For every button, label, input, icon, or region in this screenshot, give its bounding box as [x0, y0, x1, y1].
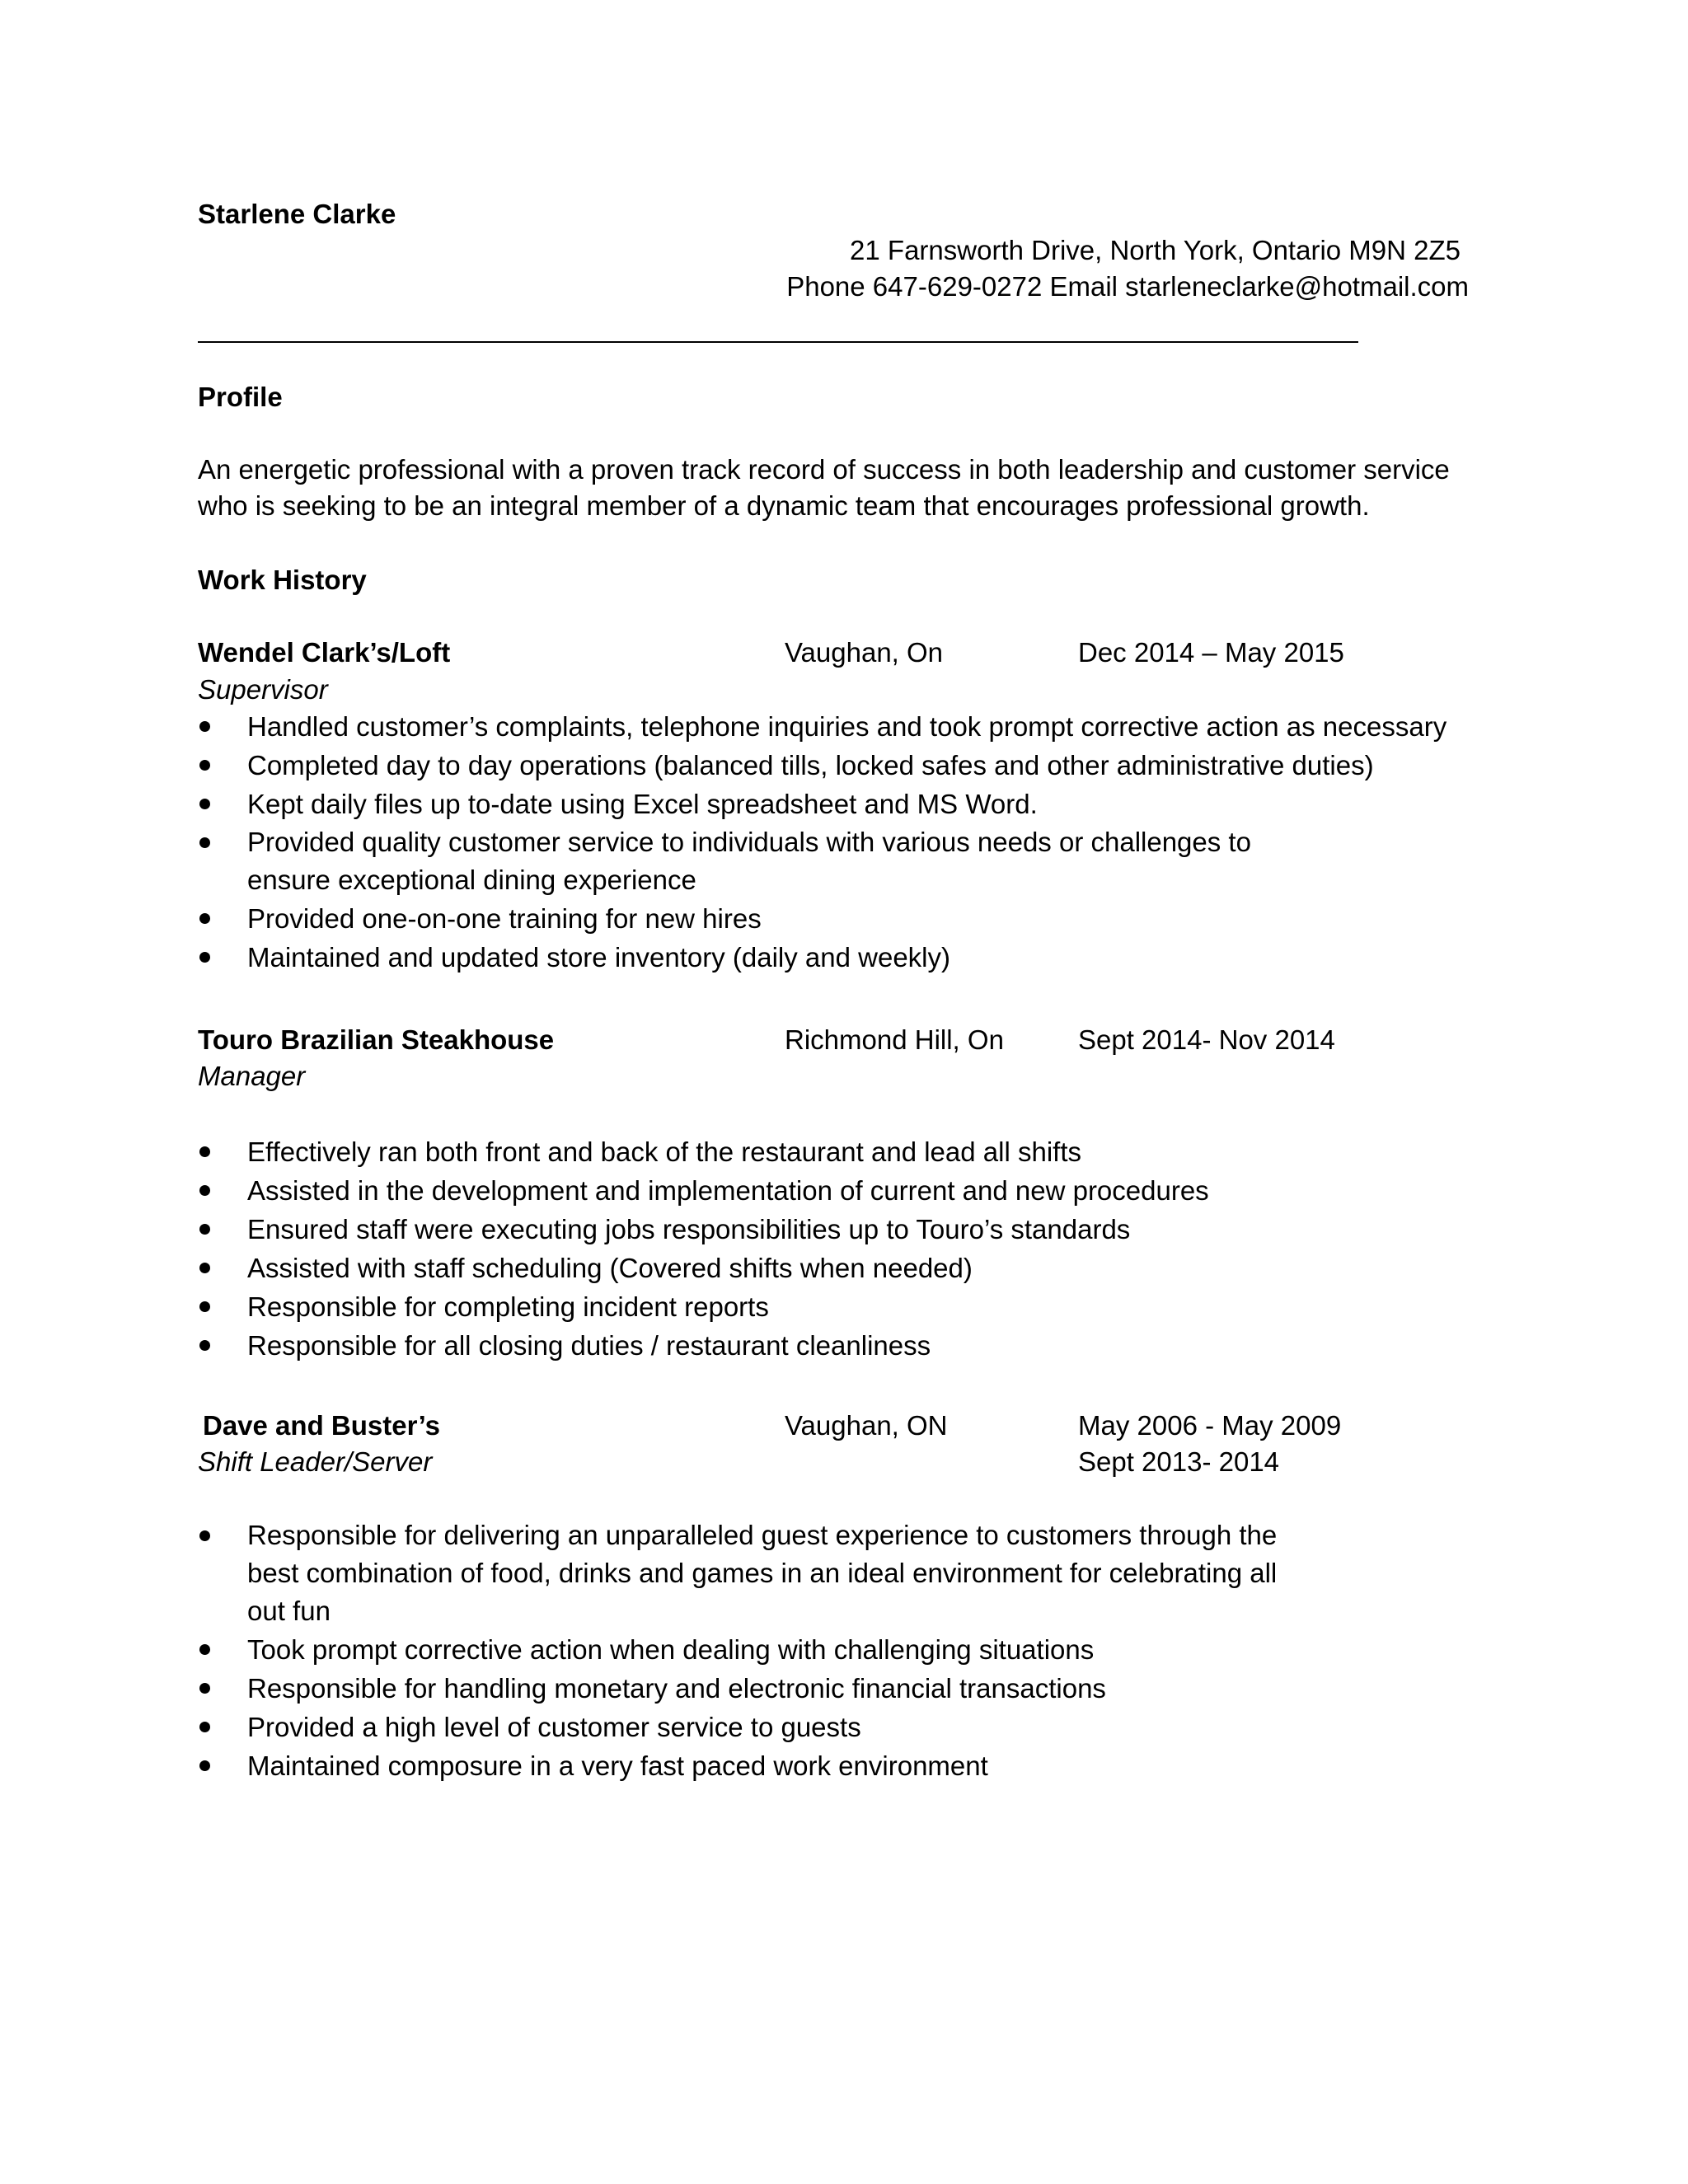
job-duties-list	[198, 1516, 1484, 1785]
bullet-icon	[199, 721, 210, 732]
bullet-icon	[199, 1185, 210, 1196]
bullet-icon	[199, 1340, 210, 1351]
bullet-icon	[199, 1224, 210, 1235]
bullet-icon	[199, 1683, 210, 1694]
job-company: Touro Brazilian Steakhouse	[198, 1024, 555, 1055]
job-location: Vaughan, ON	[785, 1410, 948, 1441]
list-item: Ensured staff were executing jobs responsibilities up to Touro’s standards	[198, 1210, 1484, 1249]
bullet-icon	[199, 952, 210, 963]
profile-text: An energetic professional with a proven track record of success in both leadership and customer service who is seeking to be an integral member of a dynamic team that encourages professional growth.	[198, 454, 1450, 521]
contact-info: Phone 647-629-0272 Email starleneclarke@hotmail.com	[786, 271, 1469, 302]
list-item: Provided a high level of customer service to guests	[198, 1708, 1484, 1746]
list-item: Assisted with staff scheduling (Covered shifts when needed)	[198, 1249, 1484, 1287]
bullet-icon	[199, 1263, 210, 1273]
list-item: Responsible for all closing duties / restaurant cleanliness	[198, 1326, 1484, 1365]
job-dates: Dec 2014 – May 2015	[1078, 637, 1344, 668]
list-item: Maintained and updated store inventory (daily and weekly)	[198, 938, 1484, 977]
bullet-icon	[199, 1644, 210, 1655]
job-location: Vaughan, On	[785, 637, 944, 668]
list-item: Responsible for handling monetary and electronic financial transactions	[198, 1669, 1484, 1708]
bullet-icon	[199, 1301, 210, 1312]
bullet-icon	[199, 837, 210, 848]
bullet-icon	[199, 1722, 210, 1732]
applicant-name: Starlene Clarke	[198, 199, 396, 229]
list-item: Responsible for delivering an unparalleled guest experience to customers through the best combination of food, drinks and games in an ideal environment for celebrating all out fun	[198, 1516, 1484, 1630]
list-item: Completed day to day operations (balanced tills, locked safes and other administrative duties)	[198, 746, 1484, 785]
address: 21 Farnsworth Drive, North York, Ontario M9N 2Z5	[850, 235, 1461, 265]
job-title: Shift Leader/Server	[198, 1446, 433, 1477]
job-title: Manager	[198, 1061, 306, 1091]
header-divider	[198, 341, 1358, 343]
bullet-icon	[199, 1530, 210, 1541]
list-item: Effectively ran both front and back of the restaurant and lead all shifts	[198, 1132, 1484, 1171]
profile-heading: Profile	[198, 382, 283, 412]
list-item: Assisted in the development and implementation of current and new procedures	[198, 1171, 1484, 1210]
bullet-icon	[199, 799, 210, 809]
bullet-icon	[199, 1760, 210, 1771]
job-location: Richmond Hill, On	[785, 1024, 1004, 1055]
job-title: Supervisor	[198, 674, 328, 705]
job-dates: May 2006 - May 2009	[1078, 1410, 1342, 1441]
job-company: Dave and Buster’s	[203, 1410, 440, 1441]
list-item: Took prompt corrective action when dealing with challenging situations	[198, 1630, 1484, 1669]
bullet-icon	[199, 1146, 210, 1157]
list-item: Provided quality customer service to individuals with various needs or challenges to ensure exceptional dining experience	[198, 823, 1484, 899]
list-item: Maintained composure in a very fast paced work environment	[198, 1746, 1484, 1785]
job-duties-list	[198, 707, 1484, 977]
job-dates: Sept 2014- Nov 2014	[1078, 1024, 1335, 1055]
job-dates-secondary: Sept 2013- 2014	[1078, 1446, 1280, 1477]
list-item: Handled customer’s complaints, telephone inquiries and took prompt corrective action as necessary	[198, 707, 1484, 746]
list-item: Kept daily files up to-date using Excel spreadsheet and MS Word.	[198, 785, 1484, 823]
bullet-icon	[199, 913, 210, 924]
job-duties-list	[198, 1132, 1484, 1365]
list-item: Responsible for completing incident reports	[198, 1287, 1484, 1326]
work-history-heading: Work History	[198, 565, 367, 595]
list-item: Provided one-on-one training for new hires	[198, 899, 1484, 938]
bullet-icon	[199, 760, 210, 771]
job-company: Wendel Clark’s/Loft	[198, 637, 451, 668]
